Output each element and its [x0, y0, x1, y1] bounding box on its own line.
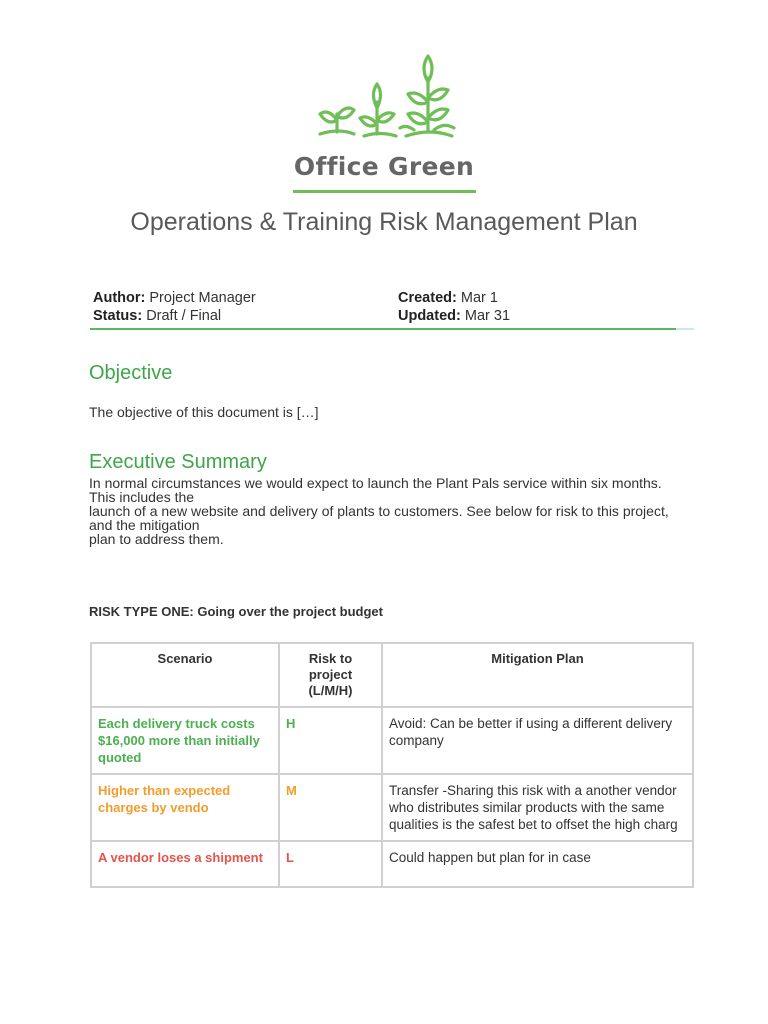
updated-label: Updated: — [398, 308, 461, 324]
risk-type-one-heading: RISK TYPE ONE: Going over the project budget — [89, 604, 383, 619]
column-header-mitigation-plan: Mitigation Plan — [382, 643, 693, 707]
brand-underline — [293, 190, 476, 193]
created-value: Mar 1 — [460, 290, 498, 306]
table-row — [91, 707, 693, 774]
document-title: Operations & Training Risk Management Plan — [130, 208, 638, 236]
executive-summary-line: and the mitigation — [89, 517, 200, 533]
status-value: Draft / Final — [146, 308, 222, 324]
objective-body: The objective of this document is […] — [89, 404, 319, 420]
executive-summary-line: In normal circumstances we would expect to launch the Plant Pals service within six months. — [89, 475, 662, 491]
mitigation-plan-cell: Could happen but plan for in case — [382, 841, 693, 887]
updated-value: Mar 31 — [464, 308, 511, 324]
plant-sprouts-icon — [284, 48, 484, 152]
column-header-risk-level: Risk to project (L/M/H) — [279, 643, 382, 707]
meta-updated — [398, 307, 510, 325]
meta-divider — [90, 328, 694, 330]
scenario-cell: A vendor loses a shipment — [91, 841, 279, 887]
created-label: Created: — [398, 290, 457, 306]
table-row — [91, 841, 693, 887]
risk-table-header — [91, 643, 693, 707]
executive-summary-line: This includes the — [89, 489, 195, 505]
column-header-scenario: Scenario — [91, 643, 279, 707]
scenario-cell: Higher than expected charges by vendo — [91, 774, 279, 841]
mitigation-plan-cell: Avoid: Can be better if using a different delivery company — [382, 707, 693, 774]
meta-created — [398, 289, 498, 307]
executive-summary-line: plan to address them. — [89, 531, 224, 547]
meta-author — [93, 289, 256, 307]
risk-level-cell: M — [279, 774, 382, 841]
meta-status — [93, 307, 221, 325]
status-label: Status: — [93, 308, 143, 324]
office-green-logo — [284, 48, 484, 198]
executive-summary-heading: Executive Summary — [89, 451, 267, 473]
mitigation-plan-cell: Transfer -Sharing this risk with a another vendor who distributes similar products with the same qualities is the safest bet to offset the high charg — [382, 774, 693, 841]
brand-name: Office Green — [293, 152, 475, 181]
table-row — [91, 774, 693, 841]
objective-heading: Objective — [89, 362, 173, 384]
scenario-cell: Each delivery truck costs $16,000 more than initially quoted — [91, 707, 279, 774]
risk-table — [90, 642, 694, 888]
author-value: Project Manager — [149, 290, 256, 306]
executive-summary-line: launch of a new website and delivery of plants to customers. See below for risk to this project, — [89, 503, 669, 519]
risk-level-cell: L — [279, 841, 382, 887]
risk-level-cell: H — [279, 707, 382, 774]
author-label: Author: — [93, 290, 146, 306]
